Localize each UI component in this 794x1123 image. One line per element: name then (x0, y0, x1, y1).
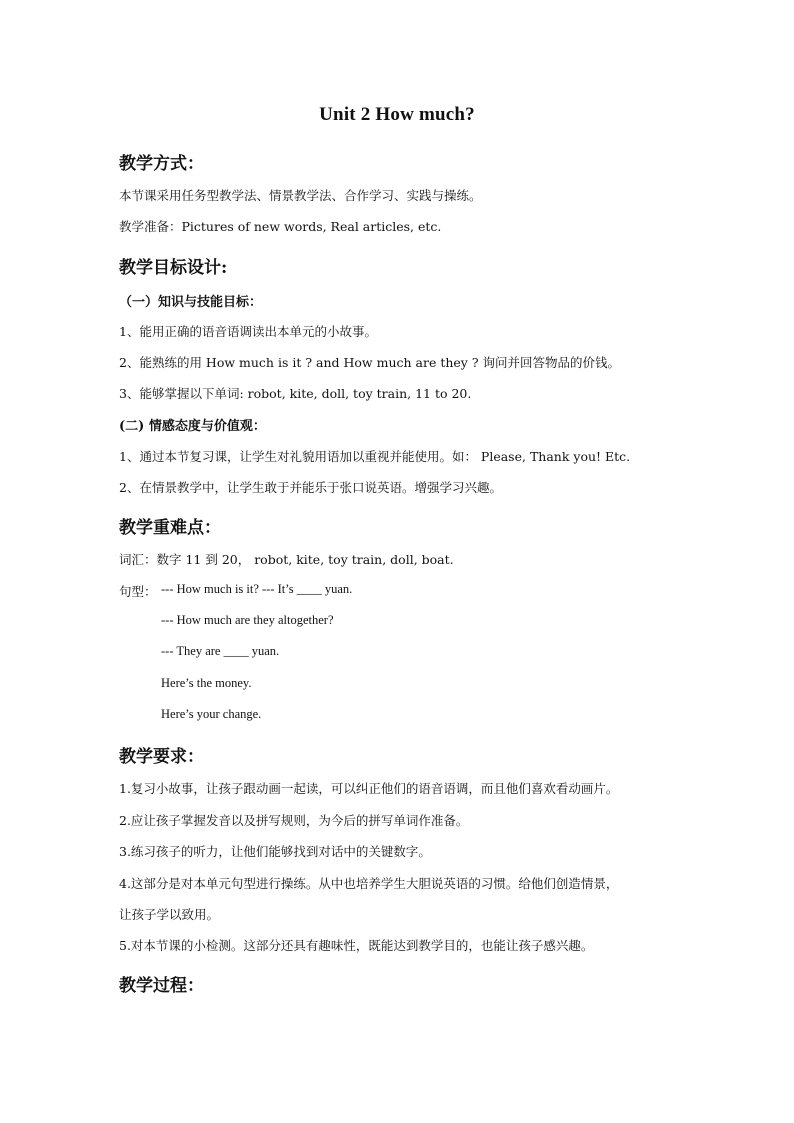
knowledge-skills-heading: （一）知识与技能目标： (119, 295, 263, 310)
objective-item: 2、能熟练的用 How much is it ? and How much are they ? 询问并回答物品的价钱。 (119, 355, 620, 370)
pattern-line: --- How much are they altogether? (161, 613, 334, 627)
objectives-heading: 教学目标设计: (119, 258, 228, 278)
vocab-line: 词汇：数字 11 到 20， robot, kite, toy train, doll, boat. (119, 552, 454, 567)
requirement-item: 3.练习孩子的听力，让他们能够找到对话中的关键数字。 (119, 844, 431, 859)
keypoints-heading: 教学重难点： (119, 518, 221, 538)
patterns-label: 句型： (119, 584, 157, 599)
objective-item: 1、能用正确的语音语调读出本单元的小故事。 (119, 324, 377, 339)
attitude-item: 1、通过本节复习课，让学生对礼貌用语加以重视并能使用。如： Please, Thank you! Etc. (119, 449, 631, 464)
requirement-item-continued: 让孩子学以致用。 (119, 907, 220, 922)
requirement-item: 4.这部分是对本单元句型进行操练。从中也培养学生大胆说英语的习惯。给他们创造情景， (119, 876, 619, 891)
requirement-item: 5.对本节课的小检测。这部分还具有趣味性，既能达到教学目的，也能让孩子感兴趣。 (119, 938, 594, 953)
methods-heading: 教学方式： (119, 154, 204, 174)
pattern-line: --- How much is it? --- It’s ____ yuan. (161, 582, 353, 596)
requirement-item: 2.应让孩子掌握发音以及拼写规则，为今后的拼写单词作准备。 (119, 813, 469, 828)
methods-line: 本节课采用任务型教学法、情景教学法、合作学习、实践与操练。 (119, 188, 482, 203)
pattern-line: --- They are ____ yuan. (161, 644, 280, 658)
requirements-heading: 教学要求： (119, 747, 204, 767)
attitude-item: 2、在情景教学中，让学生敢于并能乐于张口说英语。增强学习兴趣。 (119, 480, 502, 495)
pattern-line: Here’s your change. (161, 707, 262, 721)
requirement-item: 1.复习小故事，让孩子跟动画一起读，可以纠正他们的语音语调，而且他们喜欢看动画片。 (119, 781, 619, 796)
process-heading: 教学过程： (119, 976, 204, 996)
page-title: Unit 2 How much? (319, 104, 475, 125)
prep-line: 教学准备：Pictures of new words, Real articles, etc. (119, 219, 442, 234)
pattern-line: Here’s the money. (161, 676, 252, 690)
objective-item: 3、能够掌握以下单词: robot, kite, doll, toy train, 11 to 20. (119, 386, 472, 401)
attitude-values-heading: (二) 情感态度与价值观： (119, 419, 266, 434)
